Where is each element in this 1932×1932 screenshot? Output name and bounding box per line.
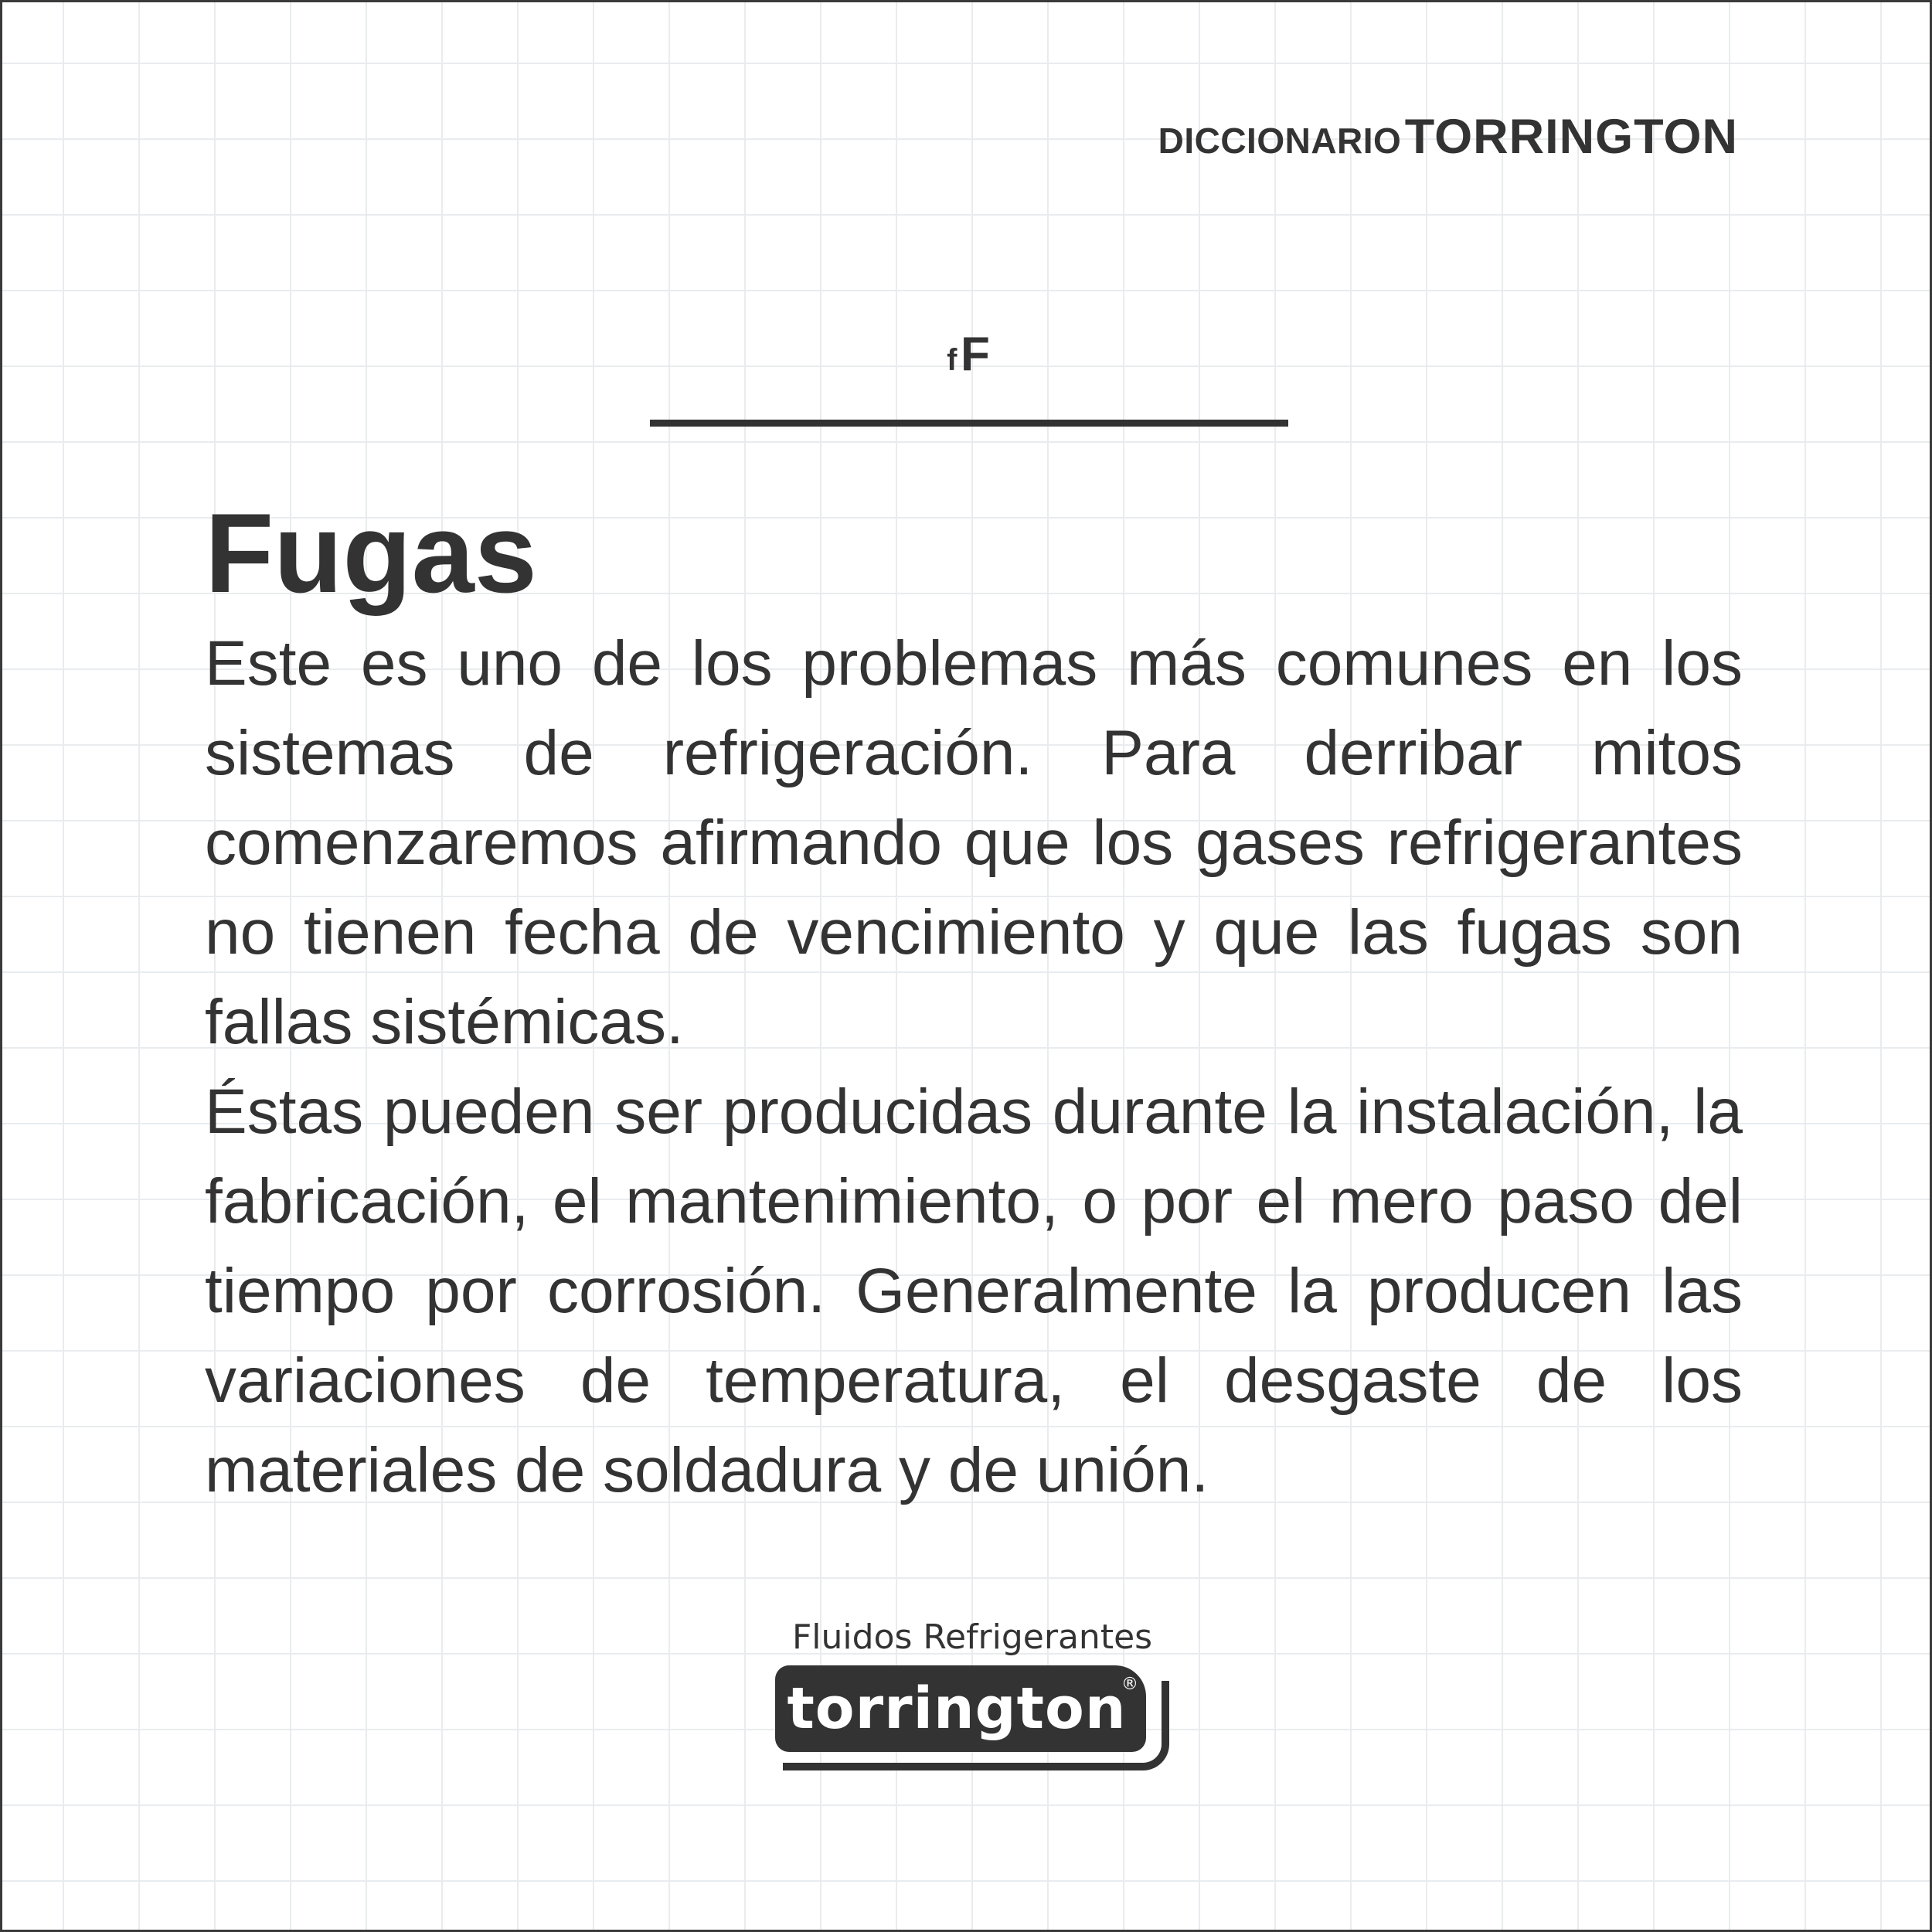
header-brand-label: TORRINGTON (1404, 110, 1738, 164)
logo-brand-text: torrington (787, 1675, 1127, 1742)
logo-tagline: Fluidos Refrigerantes (792, 1617, 1153, 1657)
entry-body (205, 619, 1743, 1515)
torrington-logo (775, 1617, 1169, 1764)
section-letter-lower: f (947, 343, 957, 377)
entry-title: Fugas (205, 490, 537, 616)
section-letter (2, 327, 1932, 382)
divider-rule (650, 420, 1288, 427)
header-dictionary-label: DICCIONARIO (1158, 121, 1402, 161)
registered-mark-icon: ® (1121, 1675, 1138, 1694)
entry-paragraph-1: Este es uno de los problemas más comunes en los sistemas de refrigeración. Para derribar mitos comenzaremos afirmando que los gases refrigerantes no tienen fecha de vencimiento y que las fugas son fallas sistémicas. (205, 628, 1743, 1057)
section-letter-upper: F (960, 328, 990, 381)
entry-paragraph-2: Éstas pueden ser producidas durante la instalación, la fabricación, el mantenimiento, o por el mero paso del tiempo por corrosión. Generalmente la producen las variaciones de temperatura, el desgaste de los materiales de soldadura y de unión. (205, 1077, 1743, 1505)
header (1158, 109, 1738, 165)
